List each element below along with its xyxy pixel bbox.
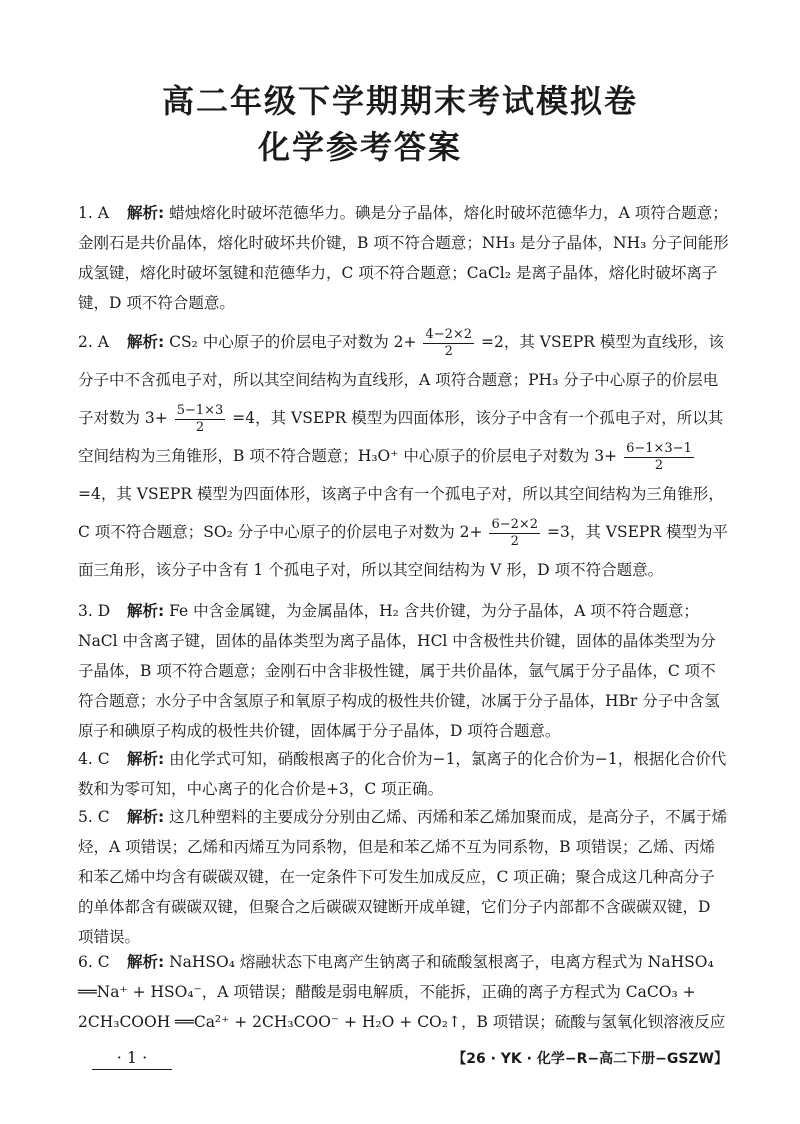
- answer-text: 由化学式可知，硝酸根离子的化合价为−1，氯离子的化合价为−1，根据化合价代数和为零可知，中心离子的化合价是+3，C 项正确。: [78, 750, 727, 798]
- answer-2: [78, 323, 730, 589]
- document-code: 【26 · YK · 化学−R−高二下册−GSZW】: [452, 1051, 728, 1067]
- answer-4: [78, 744, 730, 804]
- numerator: 6−1×3−1: [626, 440, 692, 456]
- answer-text: Fe 中含金属键，为金属晶体，H₂ 含共价键，为分子晶体，A 项不符合题意；NaCl 中含离子键，固体的晶体类型为离子晶体，HCl 中含极性共价键，固体的晶体类型为分子晶体，B 项不符合题意；金刚石中含非极性键，属于共价晶体，氩气属于分子晶体，C 项不符合题意；水分子中含氢原子和氧原子构成的极性共价键，冰属于分子晶体，HBr 分子中含氢原子和碘原子构成的极性共价键，固体属于分子晶体，D 项符合题意。: [78, 602, 720, 740]
- answer-text: NaHSO₄ 熔融状态下电离产生钠离子和硫酸氢根离子，电离方程式为 NaHSO₄ ══Na⁺ + HSO₄⁻，A 项错误；醋酸是弱电解质，不能拆，正确的离子方程式为 CaCO₃ + 2CH₃COOH ══Ca²⁺ + 2CH₃COO⁻ + H₂O + CO₂↑，B 项错误；硫酸与氢氧化钡溶液反应: [78, 953, 726, 1031]
- answer-number: 3. D: [78, 602, 111, 620]
- fraction: [423, 327, 474, 360]
- answer-text: 这几种塑料的主要成分分别由乙烯、丙烯和苯乙烯加聚而成，是高分子，不属于烯烃，A 项错误；乙烯和丙烯互为同系物，但是和苯乙烯不互为同系物，B 项错误；乙烯、丙烯和苯乙烯中均含有碳碳双键，在一定条件下可发生加成反应，C 项正确；聚合成这几种高分子的单体都含有碳碳双键，但聚合之后碳碳双键断开成单键，它们分子内部都不含碳碳双键，D 项错误。: [78, 808, 728, 946]
- answer-number: 1. A: [78, 204, 109, 222]
- fraction: [175, 403, 226, 436]
- answer-number: 5. C: [78, 808, 110, 826]
- page-title: 高二年级下学期期末考试模拟卷: [161, 82, 638, 120]
- analysis-label: 解析:: [126, 750, 165, 768]
- fraction: [489, 517, 540, 550]
- denominator: 2: [510, 533, 519, 549]
- answer-number: 6. C: [78, 953, 110, 971]
- analysis-label: 解析:: [126, 204, 165, 222]
- numerator: 6−2×2: [491, 516, 539, 532]
- denominator: 2: [444, 343, 453, 359]
- page-subtitle: 化学参考答案: [257, 128, 462, 166]
- answer-text: 蜡烛熔化时破坏范德华力。碘是分子晶体，熔化时破坏范德华力，A 项符合题意；金刚石是共价晶体，熔化时破坏共价键，B 项不符合题意；NH₃ 是分子晶体，NH₃ 分子间能形成氢键，熔化时破坏氢键和范德华力，C 项不符合题意；CaCl₂ 是离子晶体，熔化时破坏离子键，D 项不符合题意。: [78, 204, 729, 312]
- analysis-label: 解析:: [126, 808, 165, 826]
- numerator: 5−1×3: [176, 402, 224, 418]
- page-number: · 1 ·: [92, 1048, 172, 1070]
- answer-number: 2. A: [78, 333, 109, 351]
- answer-number: 4. C: [78, 750, 110, 768]
- analysis-label: 解析:: [126, 333, 165, 351]
- denominator: 2: [654, 457, 664, 473]
- answer-text-part: =3，其 VSEPR 模型为平面三角形，该分子中含有 1 个孤电子对，所以其空间结构为 V 形，D 项不符合题意。: [78, 523, 728, 579]
- answer-1: [78, 198, 730, 318]
- answer-text-part: CS₂ 中心原子的价层电子对数为 2+: [169, 333, 417, 351]
- answer-text-part: =2，其 VSEPR 模型为直线形，该分子中不含孤电子对，所以其空间结构为直线形，A 项符合题意；PH₃ 分子中心原子的价层电子对数为 3+: [78, 333, 724, 427]
- answer-3: [78, 596, 730, 746]
- analysis-label: 解析:: [126, 602, 165, 620]
- numerator: 4−2×2: [425, 326, 473, 342]
- fraction: [624, 441, 694, 474]
- answer-5: [78, 802, 730, 952]
- analysis-label: 解析:: [126, 953, 165, 971]
- answer-text-part: =4，其 VSEPR 模型为四面体形，该分子中含有一个孤电子对，所以其空间结构为三角锥形，B 项不符合题意；H₃O⁺ 中心原子的价层电子对数为 3+: [78, 409, 724, 465]
- answer-text-part: =4，其 VSEPR 模型为四面体形，该离子中含有一个孤电子对，所以其空间结构为三角锥形，C 项不符合题意；SO₂ 分子中心原子的价层电子对数为 2+: [78, 485, 724, 541]
- answer-6: [78, 947, 730, 1037]
- denominator: 2: [195, 419, 205, 435]
